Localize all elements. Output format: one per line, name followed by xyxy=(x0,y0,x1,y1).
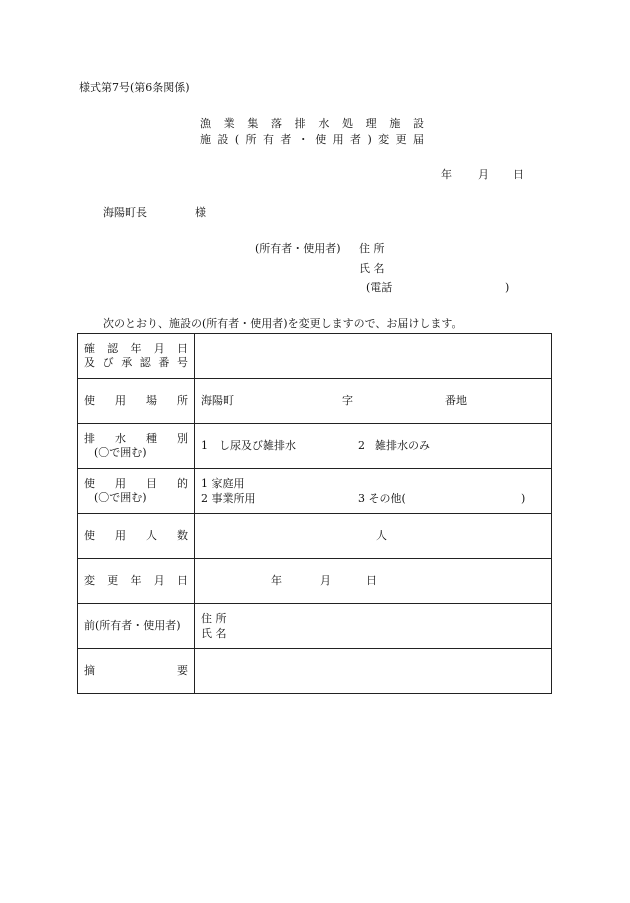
applicant-phone-close: ) xyxy=(505,281,510,294)
location-label: 使用場所 xyxy=(84,394,188,407)
purpose-option-3-close: ) xyxy=(521,492,526,505)
previous-name-label: 氏 名 xyxy=(201,627,227,640)
title-line-1: 漁業集落排水処理施設 xyxy=(200,117,424,130)
table-row xyxy=(78,424,552,469)
purpose-option-3[interactable]: 3 その他( xyxy=(358,492,406,505)
location-aza: 字 xyxy=(342,394,353,407)
date-year-label: 年 xyxy=(441,168,452,181)
previous-address-label: 住 所 xyxy=(201,612,227,625)
applicant-name-label: 氏 名 xyxy=(359,262,385,275)
location-value-cell[interactable] xyxy=(195,379,552,424)
purpose-hint: (〇で囲む) xyxy=(94,491,147,504)
applicant-phone-open: (電話 xyxy=(366,281,393,294)
users-unit: 人 xyxy=(376,529,387,542)
drain-option-2-num: 2 xyxy=(358,439,365,452)
drain-label-cell xyxy=(78,424,195,469)
change-date-label-cell xyxy=(78,559,195,604)
change-date-label: 変更年月日 xyxy=(84,574,188,587)
table-row xyxy=(78,649,552,694)
remarks-label: 摘要 xyxy=(84,664,188,677)
table-row xyxy=(78,469,552,514)
addressee-honorific: 様 xyxy=(195,206,206,219)
previous-label-cell xyxy=(78,604,195,649)
purpose-label-cell xyxy=(78,469,195,514)
purpose-label: 使用目的 xyxy=(84,477,188,490)
title-line-2: 施設(所有者・使用者)変更届 xyxy=(200,133,424,146)
approval-label-line-2: 及び承認番号 xyxy=(84,356,188,369)
table-row xyxy=(78,334,552,379)
previous-value-cell[interactable] xyxy=(195,604,552,649)
date-day-label: 日 xyxy=(513,168,524,181)
application-table xyxy=(77,333,552,694)
drain-value-cell[interactable] xyxy=(195,424,552,469)
approval-label-cell xyxy=(78,334,195,379)
purpose-value-cell[interactable] xyxy=(195,469,552,514)
date-month-label: 月 xyxy=(478,168,489,181)
location-banchi: 番地 xyxy=(445,394,467,407)
applicant-address-label: 住 所 xyxy=(359,242,385,255)
change-date-value-cell[interactable] xyxy=(195,559,552,604)
drain-label: 排水種別 xyxy=(84,432,188,445)
approval-value-cell[interactable] xyxy=(195,334,552,379)
drain-option-1[interactable]: し尿及び雑排水 xyxy=(219,439,296,452)
table-row xyxy=(78,379,552,424)
applicant-role: (所有者・使用者) xyxy=(255,242,341,255)
table-row xyxy=(78,514,552,559)
remarks-label-cell xyxy=(78,649,195,694)
users-label: 使用人数 xyxy=(84,529,188,542)
location-label-cell xyxy=(78,379,195,424)
approval-label-line-1: 確認年月日 xyxy=(84,342,188,355)
addressee-name: 海陽町長 xyxy=(103,206,147,219)
location-town: 海陽町 xyxy=(201,394,234,407)
users-label-cell xyxy=(78,514,195,559)
table-row xyxy=(78,559,552,604)
remarks-value-cell[interactable] xyxy=(195,649,552,694)
purpose-option-2[interactable]: 2 事業所用 xyxy=(201,492,256,505)
change-date-month: 月 xyxy=(320,574,331,587)
purpose-option-1[interactable]: 1 家庭用 xyxy=(201,477,245,490)
table-row xyxy=(78,604,552,649)
intro-sentence: 次のとおり、施設の(所有者・使用者)を変更しますので、お届けします。 xyxy=(103,317,463,330)
previous-label: 前(所有者・使用者) xyxy=(84,619,181,632)
drain-option-2[interactable]: 雑排水のみ xyxy=(375,439,430,452)
form-number: 様式第7号(第6条関係) xyxy=(79,81,190,94)
change-date-year: 年 xyxy=(271,574,282,587)
drain-hint: (〇で囲む) xyxy=(94,446,147,459)
change-date-day: 日 xyxy=(366,574,377,587)
users-value-cell[interactable] xyxy=(195,514,552,559)
drain-option-1-num: 1 xyxy=(201,439,208,452)
